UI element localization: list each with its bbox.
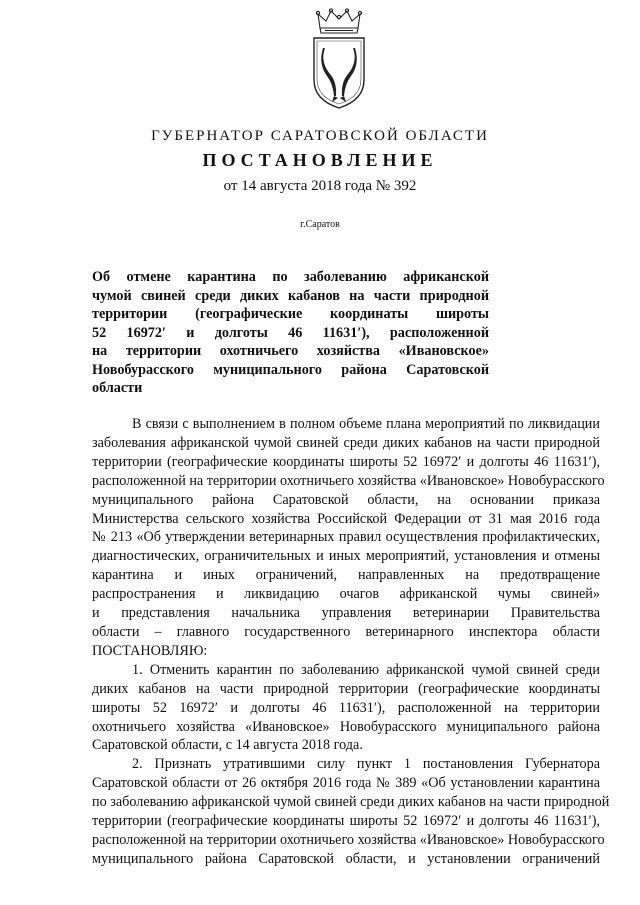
body-line: территории (географические координаты широты 52 16972′ и долготы 46 11631′), xyxy=(92,813,600,830)
body-line: 1. Отменить карантин по заболеванию африканской чумой свиней среди xyxy=(132,661,600,678)
body-line: и представления начальника управления ветеринарии Правительства xyxy=(92,605,600,622)
title-line: 52 16972′ и долготы 46 11631′), расположенной xyxy=(92,324,489,341)
item-2-paragraph xyxy=(92,755,610,868)
title-line: чумой свиней среди диких кабанов на части природной xyxy=(92,287,489,304)
document-body xyxy=(92,415,610,869)
item-1-paragraph xyxy=(92,661,600,756)
title-line: на территории охотничьего хозяйства «Ивановское» xyxy=(92,343,489,359)
body-line: 2. Признать утратившими силу пункт 1 постановления Губернатора xyxy=(132,756,600,773)
title-line: территории (географические координаты широты xyxy=(92,306,489,322)
body-line: № 213 «Об утверждении ветеринарных правил осуществления профилактических, xyxy=(92,529,600,546)
document-title xyxy=(92,268,489,398)
body-line: диких кабанов на части природной территории (географические координаты xyxy=(92,680,600,697)
body-line: расположенной на территории охотничьего хозяйства «Ивановское» Новобурасского xyxy=(92,831,605,848)
body-line: диагностических, ограничительных и иных мероприятий, установления и отмены xyxy=(92,548,600,565)
body-line: Министерства сельского хозяйства Российской Федерации от 31 мая 2016 года xyxy=(92,510,600,527)
body-line: широты 52 16972′ и долготы 46 11631′), расположенной на территории xyxy=(92,699,600,716)
document-date-number: от 14 августа 2018 года № 392 xyxy=(223,178,417,194)
title-line: Об отмене карантина по заболеванию африканской xyxy=(92,269,489,285)
issue-city: г.Саратов xyxy=(300,219,340,230)
body-line: по заболеванию африканской чумой свиней среди диких кабанов на части природной xyxy=(92,794,610,811)
body-line: Саратовской области, с 14 августа 2018 года. xyxy=(92,737,363,754)
decree-word: ПОСТАНОВЛЯЮ: xyxy=(92,642,208,659)
title-line: области xyxy=(92,380,143,396)
body-line: распространения и ликвидацию очагов африканской чумы свиней» xyxy=(92,586,600,603)
saratov-oblast-coat-of-arms-icon xyxy=(308,8,370,110)
body-line: муниципального района Саратовской области, на основании приказа xyxy=(92,491,600,508)
body-line: территории (географические координаты широты 52 16972′ и долготы 46 11631′), xyxy=(92,453,600,470)
body-line: В связи с выполнением в полном объеме плана мероприятий по ликвидации xyxy=(132,416,600,432)
preamble-paragraph xyxy=(92,415,605,661)
body-line: расположенной на территории охотничьего хозяйства «Ивановское» Новобурасского xyxy=(92,472,605,489)
issuing-authority: ГУБЕРНАТОР САРАТОВСКОЙ ОБЛАСТИ xyxy=(151,128,489,144)
title-line: Новобурасского муниципального района Саратовской xyxy=(92,361,489,378)
body-line: муниципального района Саратовской области, и установлении ограничений xyxy=(92,850,600,867)
body-line: охотничьего хозяйства «Ивановское» Новобурасского муниципального района xyxy=(92,718,600,735)
body-line: Саратовской области от 26 октября 2016 года № 389 «Об установлении карантина xyxy=(92,775,600,792)
body-line: заболевания африканской чумой свиней среди диких кабанов на части природной xyxy=(92,434,600,451)
document-type: ПОСТАНОВЛЕНИЕ xyxy=(202,150,438,170)
body-line: карантина и иных ограничений, направленных на предотвращение xyxy=(92,567,600,584)
body-line: области – главного государственного ветеринарного инспектора области xyxy=(92,623,600,640)
